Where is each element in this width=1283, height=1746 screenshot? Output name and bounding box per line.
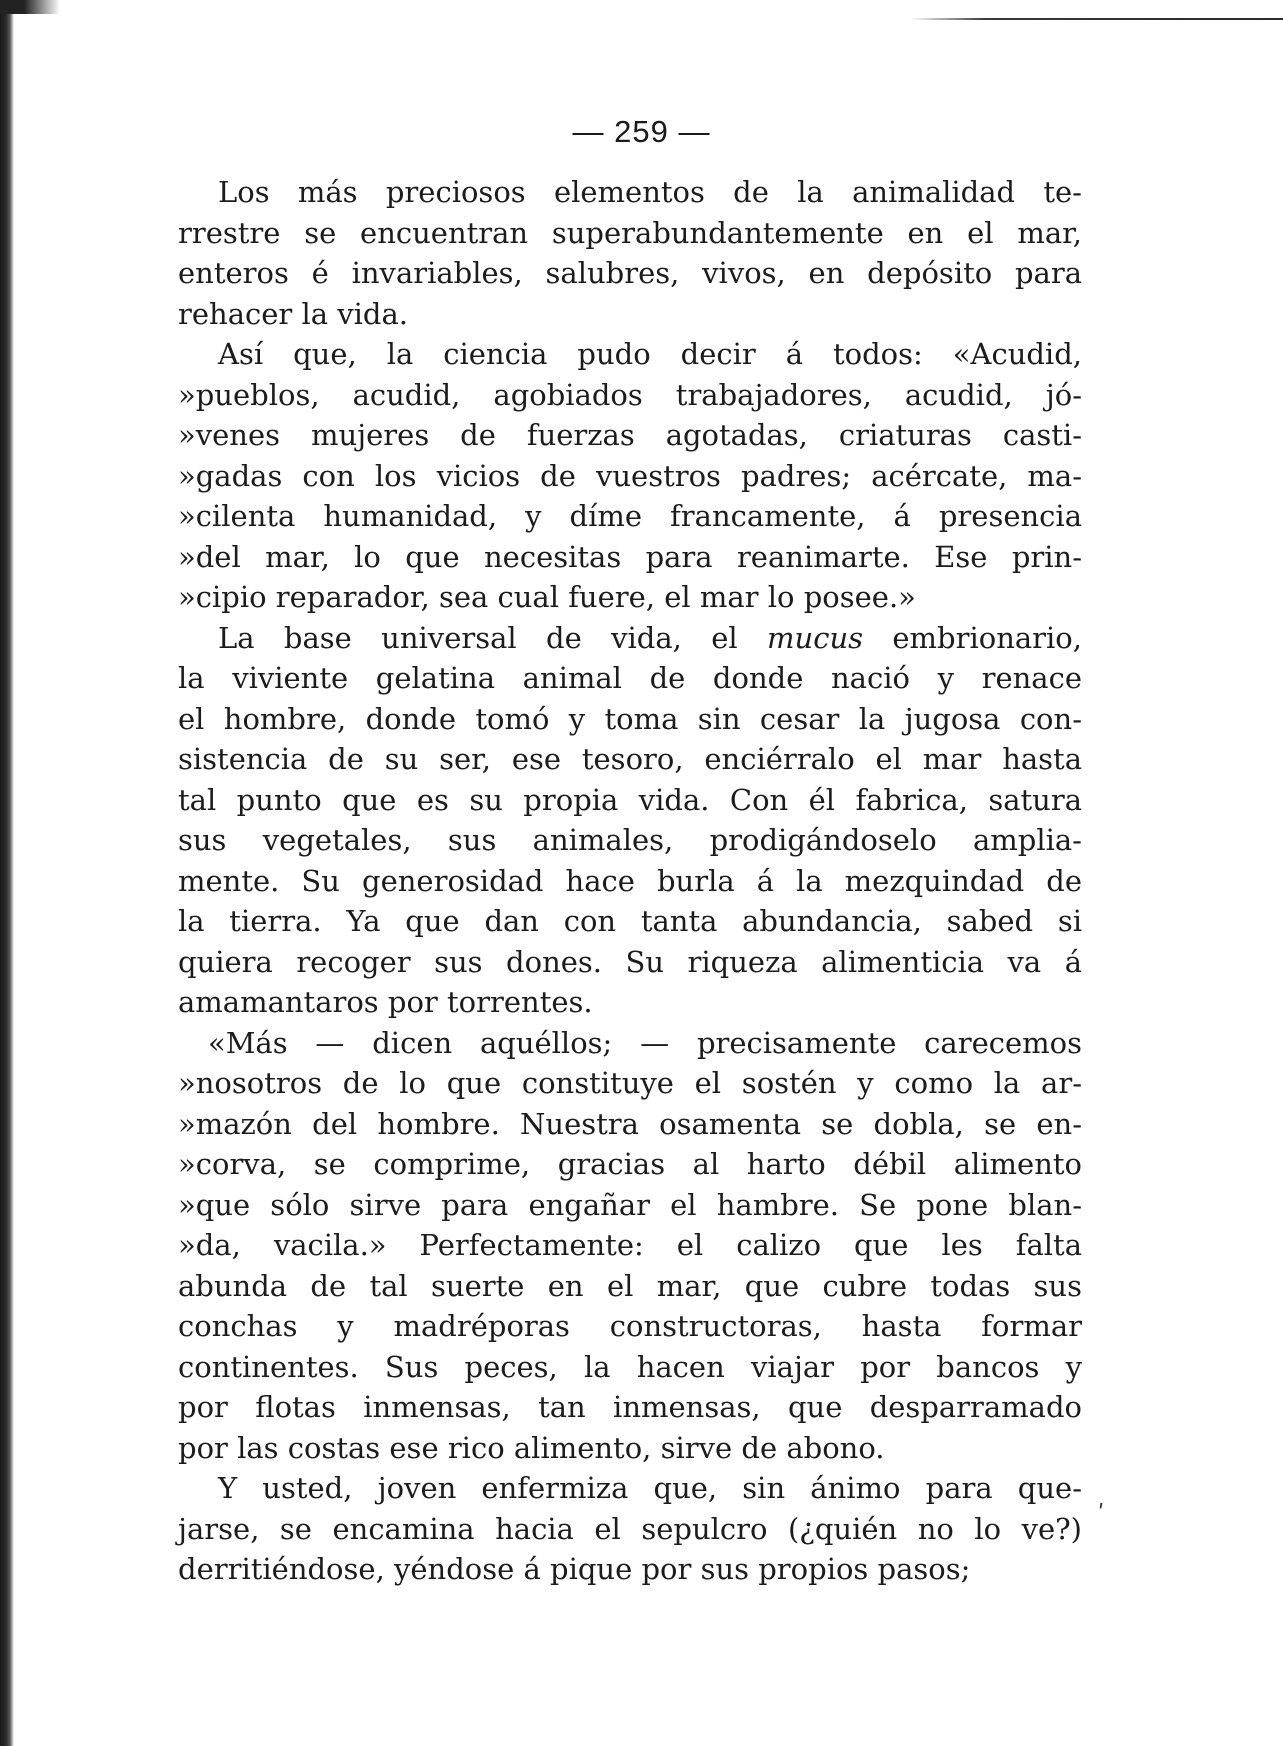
page-body xyxy=(178,172,1082,1590)
text-line: »venes mujeres de fuerzas agotadas, criaturas casti- xyxy=(178,418,1082,452)
text-line: derritiéndose, yéndose á pique por sus propios pasos; xyxy=(178,1552,971,1586)
text-line: la viviente gelatina animal de donde nació y renace xyxy=(178,661,1082,695)
text-line: »que sólo sirve para engañar el hambre. Se pone blan- xyxy=(178,1187,1082,1222)
paragraph-2 xyxy=(178,334,1082,618)
text-line: Y usted, joven enfermiza que, sin ánimo para que- xyxy=(218,1471,1082,1505)
text-line: »nosotros de lo que constituye el sostén y como la ar- xyxy=(178,1066,1082,1100)
text-line: por las costas ese rico alimento, sirve de abono. xyxy=(178,1430,885,1465)
page-number: — 259 — xyxy=(572,114,711,149)
text-line: amamantaros por torrentes. xyxy=(178,985,593,1019)
text-line: Así que, la ciencia pudo decir á todos: «Acudid, xyxy=(218,337,1082,371)
text-line: quiera recoger sus dones. Su riqueza alimenticia va á xyxy=(178,944,1082,979)
top-page-rule xyxy=(910,18,1283,20)
text-line: sistencia de su ser, ese tesoro, enciérralo el mar hasta xyxy=(178,742,1082,776)
paragraph-4 xyxy=(178,1023,1082,1469)
text-line: el hombre, donde tomó y toma sin cesar la jugosa con- xyxy=(178,701,1082,736)
text-line: jarse, se encamina hacia el sepulcro (¿quién no lo ve?) xyxy=(178,1511,1082,1546)
text-line: rrestre se encuentran superabundantemente en el mar, xyxy=(178,215,1082,250)
text-line: »cipio reparador, sea cual fuere, el mar lo posee.» xyxy=(178,580,916,614)
italic-term: mucus xyxy=(767,620,864,655)
text-line: »pueblos, acudid, agobiados trabajadores, acudid, jó- xyxy=(178,377,1082,412)
text-line: »mazón del hombre. Nuestra osamenta se dobla, se en- xyxy=(178,1106,1082,1141)
text-line: por flotas inmensas, tan inmensas, que desparramado xyxy=(178,1390,1082,1424)
text-line: abunda de tal suerte en el mar, que cubre todas sus xyxy=(178,1268,1082,1303)
text-line xyxy=(178,618,1082,659)
text-line: mente. Su generosidad hace burla á la mezquindad de xyxy=(178,863,1082,898)
paragraph-3 xyxy=(178,618,1082,1023)
paragraph-5 xyxy=(178,1468,1082,1590)
text-line: Los más preciosos elementos de la animalidad te- xyxy=(218,175,1082,209)
corner-scan-artifact xyxy=(0,0,60,14)
text-segment: La base universal de vida, el xyxy=(218,620,768,655)
text-line: la tierra. Ya que dan con tanta abundancia, sabed si xyxy=(178,904,1082,938)
text-line: »gadas con los vicios de vuestros padres; acércate, ma- xyxy=(178,458,1082,493)
text-line: rehacer la vida. xyxy=(178,296,408,331)
text-line: sus vegetales, sus animales, prodigándoselo amplia- xyxy=(178,823,1082,857)
text-line: continentes. Sus peces, la hacen viajar por bancos y xyxy=(178,1349,1082,1384)
text-line: enteros é invariables, salubres, vivos, en depósito para xyxy=(178,256,1082,290)
text-line: »del mar, lo que necesitas para reanimarte. Ese prin- xyxy=(178,539,1082,574)
text-line: »cilenta humanidad, y díme francamente, á presencia xyxy=(178,499,1082,533)
text-line: conchas y madréporas constructoras, hasta formar xyxy=(178,1309,1082,1343)
text-line: »da, vacila.» Perfectamente: el calizo que les falta xyxy=(178,1228,1082,1262)
text-line: tal punto que es su propia vida. Con él fabrica, satura xyxy=(178,782,1082,817)
text-segment: embrionario, xyxy=(863,620,1082,655)
paragraph-1 xyxy=(178,172,1082,334)
stray-ink-mark: ʹ xyxy=(1098,1502,1105,1527)
text-line: «Más — dicen aquéllos; — precisamente carecemos xyxy=(208,1025,1082,1060)
book-gutter-edge xyxy=(0,0,14,1746)
text-line: »corva, se comprime, gracias al harto débil alimento xyxy=(178,1147,1082,1181)
